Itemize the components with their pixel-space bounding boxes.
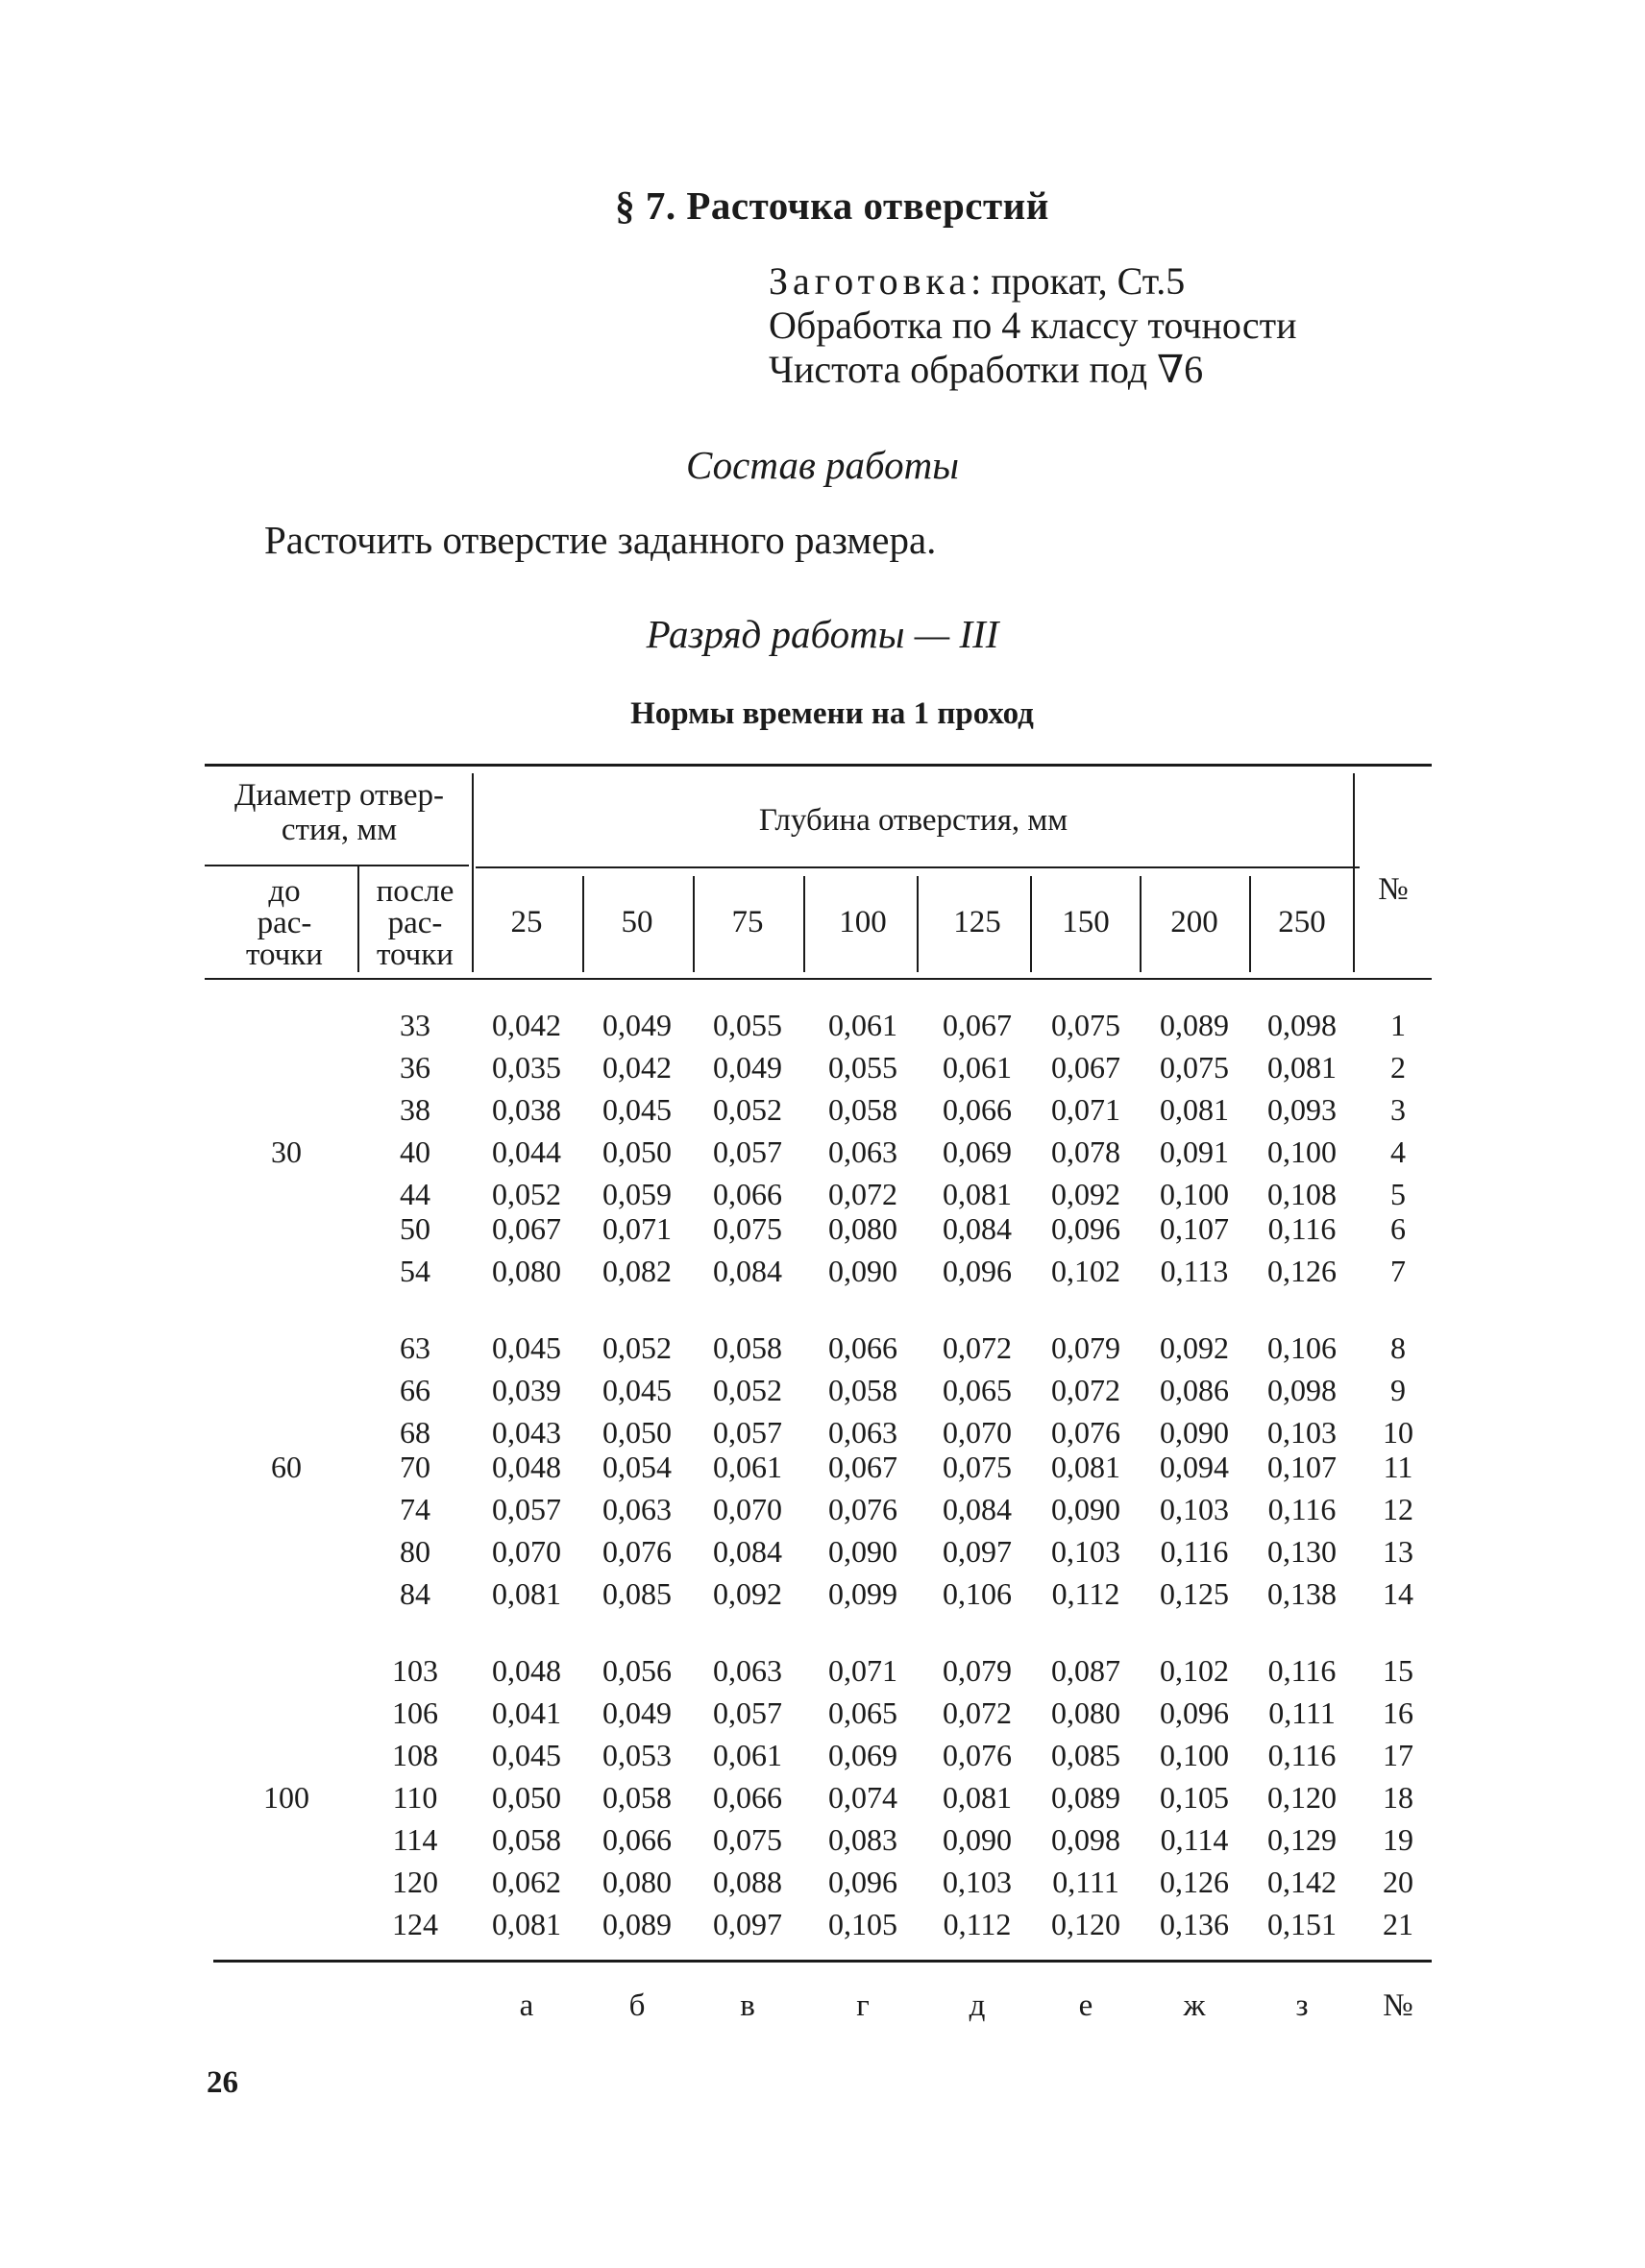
time-norm-cell: 0,076: [602, 1534, 672, 1569]
time-norm-cell: 0,130: [1267, 1534, 1337, 1569]
header-diameter-line1: Диаметр отвер-: [234, 778, 444, 813]
finish-line: Чистота обработки под ∇6: [769, 348, 1204, 391]
time-norm-cell: 0,066: [713, 1780, 782, 1815]
time-norm-cell: 0,113: [1160, 1254, 1229, 1288]
depth-number-divider: [1353, 773, 1355, 972]
time-norm-cell: 0,096: [943, 1254, 1012, 1288]
work-composition-title: Состав работы: [686, 443, 959, 487]
depth-column-divider: [1030, 876, 1032, 972]
after-diameter-cell: 124: [392, 1907, 438, 1941]
before-diameter-cell: 30: [271, 1134, 302, 1169]
depth-subrule: [476, 866, 1360, 868]
time-norm-cell: 0,081: [1160, 1092, 1229, 1127]
time-norm-cell: 0,075: [713, 1211, 782, 1246]
time-norm-cell: 0,069: [943, 1134, 1012, 1169]
row-number-cell: 19: [1383, 1822, 1413, 1857]
blank-line: [769, 259, 1297, 304]
after-diameter-cell: 68: [400, 1415, 430, 1450]
time-norm-cell: 0,125: [1160, 1576, 1229, 1611]
time-norm-cell: 0,049: [602, 1008, 672, 1042]
row-number-cell: 9: [1390, 1373, 1406, 1407]
time-norm-cell: 0,065: [943, 1373, 1012, 1407]
time-norm-cell: 0,062: [492, 1865, 561, 1899]
after-diameter-cell: 38: [400, 1092, 430, 1127]
time-norm-cell: 0,099: [828, 1576, 897, 1611]
time-norm-cell: 0,090: [1051, 1492, 1120, 1526]
time-norm-cell: 0,100: [1160, 1177, 1229, 1211]
time-norm-cell: 0,057: [713, 1695, 782, 1730]
page-number: 26: [207, 2065, 238, 2100]
time-norm-cell: 0,106: [943, 1576, 1012, 1611]
after-diameter-cell: 63: [400, 1330, 430, 1365]
time-norm-cell: 0,142: [1267, 1865, 1337, 1899]
time-norm-cell: 0,116: [1160, 1534, 1229, 1569]
time-norm-cell: 0,105: [1160, 1780, 1229, 1815]
time-norm-cell: 0,111: [1268, 1695, 1336, 1730]
time-norm-cell: 0,080: [1051, 1695, 1120, 1730]
time-norm-cell: 0,085: [602, 1576, 672, 1611]
time-norm-cell: 0,080: [828, 1211, 897, 1246]
time-norm-cell: 0,063: [828, 1134, 897, 1169]
time-norm-cell: 0,084: [943, 1492, 1012, 1526]
depth-header-cell: 75: [731, 905, 764, 939]
after-diameter-cell: 70: [400, 1450, 430, 1484]
time-norm-cell: 0,058: [713, 1330, 782, 1365]
time-norm-cell: 0,106: [1267, 1330, 1337, 1365]
time-norm-cell: 0,075: [1051, 1008, 1120, 1042]
time-norm-cell: 0,072: [943, 1330, 1012, 1365]
time-norm-cell: 0,090: [943, 1822, 1012, 1857]
time-norm-cell: 0,136: [1160, 1907, 1229, 1941]
time-norm-cell: 0,080: [492, 1254, 561, 1288]
row-number-cell: 1: [1390, 1008, 1406, 1042]
time-norm-cell: 0,082: [602, 1254, 672, 1288]
time-norm-cell: 0,081: [1267, 1050, 1337, 1085]
time-norm-cell: 0,057: [713, 1134, 782, 1169]
time-norm-cell: 0,056: [602, 1653, 672, 1688]
time-norm-cell: 0,116: [1267, 1653, 1337, 1688]
time-norm-cell: 0,076: [828, 1492, 897, 1526]
time-norm-cell: 0,092: [713, 1576, 782, 1611]
time-norm-cell: 0,076: [1051, 1415, 1120, 1450]
time-norm-cell: 0,072: [1051, 1373, 1120, 1407]
time-norm-cell: 0,086: [1160, 1373, 1229, 1407]
header-before-line1: до: [268, 874, 301, 909]
time-norm-cell: 0,151: [1267, 1907, 1337, 1941]
time-norm-cell: 0,035: [492, 1050, 561, 1085]
time-norm-cell: 0,070: [713, 1492, 782, 1526]
time-norm-cell: 0,059: [602, 1177, 672, 1211]
time-norm-cell: 0,089: [1051, 1780, 1120, 1815]
time-norm-cell: 0,050: [492, 1780, 561, 1815]
time-norm-cell: 0,058: [492, 1822, 561, 1857]
header-after-line1: после: [376, 874, 454, 909]
after-diameter-cell: 120: [392, 1865, 438, 1899]
column-letter: в: [740, 1988, 755, 2023]
time-norm-cell: 0,078: [1051, 1134, 1120, 1169]
time-norm-cell: 0,112: [1051, 1576, 1120, 1611]
time-norm-cell: 0,080: [602, 1865, 672, 1899]
time-norm-cell: 0,067: [828, 1450, 897, 1484]
time-norm-cell: 0,126: [1160, 1865, 1229, 1899]
time-norm-cell: 0,138: [1267, 1576, 1337, 1611]
column-letter: а: [519, 1988, 534, 2023]
header-diameter-line2: стия, мм: [281, 813, 398, 847]
time-norm-cell: 0,050: [602, 1415, 672, 1450]
table-top-rule: [205, 764, 1432, 767]
time-norm-cell: 0,096: [828, 1865, 897, 1899]
after-diameter-cell: 40: [400, 1134, 430, 1169]
header-depth: Глубина отверстия, мм: [758, 803, 1068, 838]
time-norm-cell: 0,057: [713, 1415, 782, 1450]
depth-header-cell: 150: [1062, 905, 1110, 939]
workpiece-spec: [769, 259, 1297, 392]
row-number-cell: 17: [1383, 1738, 1413, 1772]
row-number-cell: 12: [1383, 1492, 1413, 1526]
time-norm-cell: 0,112: [943, 1907, 1012, 1941]
time-norm-cell: 0,053: [602, 1738, 672, 1772]
time-norm-cell: 0,052: [713, 1373, 782, 1407]
time-norm-cell: 0,071: [828, 1653, 897, 1688]
depth-column-divider: [582, 876, 584, 972]
after-diameter-cell: 106: [392, 1695, 438, 1730]
time-norm-cell: 0,092: [1051, 1177, 1120, 1211]
row-number-cell: 18: [1383, 1780, 1413, 1815]
time-norm-cell: 0,090: [1160, 1415, 1229, 1450]
row-number-cell: 14: [1383, 1576, 1413, 1611]
time-norm-cell: 0,052: [602, 1330, 672, 1365]
time-norm-cell: 0,098: [1267, 1008, 1337, 1042]
time-norm-cell: 0,102: [1160, 1653, 1229, 1688]
before-diameter-cell: 100: [263, 1780, 309, 1815]
time-norm-cell: 0,045: [602, 1092, 672, 1127]
time-norm-cell: 0,066: [602, 1822, 672, 1857]
time-norm-cell: 0,108: [1267, 1177, 1337, 1211]
time-norm-cell: 0,052: [492, 1177, 561, 1211]
time-norm-cell: 0,103: [943, 1865, 1012, 1899]
time-norm-cell: 0,081: [943, 1177, 1012, 1211]
letters-number-label: №: [1383, 1988, 1413, 2023]
time-norm-cell: 0,070: [943, 1415, 1012, 1450]
before-diameter-cell: 60: [271, 1450, 302, 1484]
row-number-cell: 20: [1383, 1865, 1413, 1899]
time-norm-cell: 0,041: [492, 1695, 561, 1730]
time-norm-cell: 0,045: [492, 1738, 561, 1772]
time-norm-cell: 0,044: [492, 1134, 561, 1169]
time-norm-cell: 0,072: [943, 1695, 1012, 1730]
time-norm-cell: 0,071: [1051, 1092, 1120, 1127]
time-norm-cell: 0,088: [713, 1865, 782, 1899]
depth-column-divider: [1140, 876, 1142, 972]
time-norm-cell: 0,071: [602, 1211, 672, 1246]
time-norm-cell: 0,061: [713, 1738, 782, 1772]
time-norm-cell: 0,100: [1160, 1738, 1229, 1772]
time-norm-cell: 0,063: [602, 1492, 672, 1526]
depth-column-divider: [693, 876, 695, 972]
time-norm-cell: 0,075: [1160, 1050, 1229, 1085]
time-norm-cell: 0,050: [602, 1134, 672, 1169]
time-norm-cell: 0,097: [713, 1907, 782, 1941]
time-norm-cell: 0,054: [602, 1450, 672, 1484]
time-norm-cell: 0,075: [943, 1450, 1012, 1484]
after-diameter-cell: 103: [392, 1653, 438, 1688]
time-norm-cell: 0,116: [1267, 1492, 1337, 1526]
time-norm-cell: 0,038: [492, 1092, 561, 1127]
time-norm-cell: 0,061: [828, 1008, 897, 1042]
row-number-cell: 2: [1390, 1050, 1406, 1085]
depth-column-divider: [917, 876, 919, 972]
time-norm-cell: 0,120: [1267, 1780, 1337, 1815]
column-letter: б: [628, 1988, 646, 2023]
time-norm-cell: 0,079: [1051, 1330, 1120, 1365]
time-norm-cell: 0,090: [828, 1534, 897, 1569]
time-norm-cell: 0,096: [1051, 1211, 1120, 1246]
time-norm-cell: 0,061: [713, 1450, 782, 1484]
time-norm-cell: 0,070: [492, 1534, 561, 1569]
time-norm-cell: 0,116: [1267, 1211, 1337, 1246]
time-norm-cell: 0,100: [1267, 1134, 1337, 1169]
column-letter: з: [1295, 1988, 1309, 2023]
time-norm-cell: 0,107: [1160, 1211, 1229, 1246]
blank-label: Заготовка: [769, 259, 971, 303]
row-number-cell: 10: [1383, 1415, 1413, 1450]
work-composition-text: Расточить отверстие заданного размера.: [264, 518, 937, 562]
time-norm-cell: 0,103: [1051, 1534, 1120, 1569]
work-grade: Разряд работы — III: [646, 612, 999, 656]
time-norm-cell: 0,066: [713, 1177, 782, 1211]
row-number-cell: 16: [1383, 1695, 1413, 1730]
row-number-cell: 8: [1390, 1330, 1406, 1365]
time-norm-cell: 0,069: [828, 1738, 897, 1772]
time-norm-cell: 0,058: [828, 1373, 897, 1407]
after-diameter-cell: 74: [400, 1492, 430, 1526]
time-norm-cell: 0,052: [713, 1092, 782, 1127]
depth-column-divider: [1249, 876, 1251, 972]
time-norm-cell: 0,096: [1160, 1695, 1229, 1730]
time-norm-cell: 0,079: [943, 1653, 1012, 1688]
time-norm-cell: 0,098: [1051, 1822, 1120, 1857]
time-norm-cell: 0,084: [713, 1534, 782, 1569]
after-diameter-cell: 110: [392, 1780, 438, 1815]
time-norm-cell: 0,066: [828, 1330, 897, 1365]
table-title: Нормы времени на 1 проход: [630, 696, 1034, 731]
header-before-line2: рас-: [257, 906, 312, 940]
time-norm-cell: 0,043: [492, 1415, 561, 1450]
row-number-cell: 7: [1390, 1254, 1406, 1288]
time-norm-cell: 0,055: [828, 1050, 897, 1085]
blank-value: : прокат, Ст.5: [970, 259, 1186, 303]
time-norm-cell: 0,067: [492, 1211, 561, 1246]
table-bottom-rule: [213, 1960, 1432, 1963]
header-after-line3: точки: [377, 938, 454, 972]
row-number-cell: 21: [1383, 1907, 1413, 1941]
header-bottom-rule: [205, 978, 1432, 980]
time-norm-cell: 0,072: [828, 1177, 897, 1211]
time-norm-cell: 0,049: [602, 1695, 672, 1730]
depth-header-cell: 100: [839, 905, 887, 939]
row-number-cell: 11: [1383, 1450, 1413, 1484]
row-number-cell: 15: [1383, 1653, 1413, 1688]
time-norm-cell: 0,058: [602, 1780, 672, 1815]
after-diameter-cell: 84: [400, 1576, 430, 1611]
time-norm-cell: 0,085: [1051, 1738, 1120, 1772]
time-norm-cell: 0,084: [943, 1211, 1012, 1246]
time-norm-cell: 0,042: [492, 1008, 561, 1042]
row-number-cell: 6: [1390, 1211, 1406, 1246]
depth-column-divider: [803, 876, 805, 972]
time-norm-cell: 0,111: [1052, 1865, 1119, 1899]
time-norm-cell: 0,126: [1267, 1254, 1337, 1288]
time-norm-cell: 0,063: [713, 1653, 782, 1688]
time-norm-cell: 0,107: [1267, 1450, 1337, 1484]
time-norm-cell: 0,089: [602, 1907, 672, 1941]
time-norm-cell: 0,049: [713, 1050, 782, 1085]
depth-header-cell: 250: [1278, 905, 1326, 939]
time-norm-cell: 0,045: [602, 1373, 672, 1407]
time-norm-cell: 0,090: [828, 1254, 897, 1288]
time-norm-cell: 0,083: [828, 1822, 897, 1857]
depth-header-cell: 50: [621, 905, 653, 939]
time-norm-cell: 0,067: [943, 1008, 1012, 1042]
time-norm-cell: 0,097: [943, 1534, 1012, 1569]
time-norm-cell: 0,048: [492, 1450, 561, 1484]
column-letter: е: [1078, 1988, 1093, 2023]
after-diameter-cell: 36: [400, 1050, 430, 1085]
time-norm-cell: 0,120: [1051, 1907, 1120, 1941]
depth-header-cell: 25: [510, 905, 543, 939]
time-norm-cell: 0,116: [1267, 1738, 1337, 1772]
after-diameter-cell: 80: [400, 1534, 430, 1569]
row-number-cell: 4: [1390, 1134, 1406, 1169]
time-norm-cell: 0,093: [1267, 1092, 1337, 1127]
header-before-line3: точки: [246, 938, 323, 972]
section-heading: § 7. Расточка отверстий: [615, 183, 1049, 228]
after-diameter-cell: 114: [392, 1822, 438, 1857]
time-norm-cell: 0,102: [1051, 1254, 1120, 1288]
diameter-subrule: [205, 865, 469, 866]
time-norm-cell: 0,081: [492, 1576, 561, 1611]
row-number-cell: 3: [1390, 1092, 1406, 1127]
column-letter: ж: [1183, 1988, 1206, 2023]
header-number: №: [1378, 872, 1409, 907]
time-norm-cell: 0,114: [1160, 1822, 1229, 1857]
time-norm-cell: 0,103: [1267, 1415, 1337, 1450]
time-norm-cell: 0,076: [943, 1738, 1012, 1772]
time-norm-cell: 0,045: [492, 1330, 561, 1365]
time-norm-cell: 0,091: [1160, 1134, 1229, 1169]
time-norm-cell: 0,067: [1051, 1050, 1120, 1085]
time-norm-cell: 0,039: [492, 1373, 561, 1407]
time-norm-cell: 0,048: [492, 1653, 561, 1688]
time-norm-cell: 0,061: [943, 1050, 1012, 1085]
row-number-cell: 5: [1390, 1177, 1406, 1211]
depth-header-cell: 200: [1170, 905, 1218, 939]
time-norm-cell: 0,129: [1267, 1822, 1337, 1857]
time-norm-cell: 0,084: [713, 1254, 782, 1288]
after-diameter-cell: 33: [400, 1008, 430, 1042]
time-norm-cell: 0,057: [492, 1492, 561, 1526]
time-norm-cell: 0,042: [602, 1050, 672, 1085]
after-diameter-cell: 44: [400, 1177, 430, 1211]
processing-line: Обработка по 4 классу точности: [769, 304, 1297, 347]
time-norm-cell: 0,058: [828, 1092, 897, 1127]
time-norm-cell: 0,094: [1160, 1450, 1229, 1484]
time-norm-cell: 0,081: [1051, 1450, 1120, 1484]
time-norm-cell: 0,081: [492, 1907, 561, 1941]
time-norm-cell: 0,081: [943, 1780, 1012, 1815]
after-diameter-cell: 66: [400, 1373, 430, 1407]
time-norm-cell: 0,092: [1160, 1330, 1229, 1365]
time-norm-cell: 0,087: [1051, 1653, 1120, 1688]
row-number-cell: 13: [1383, 1534, 1413, 1569]
depth-header-cell: 125: [953, 905, 1001, 939]
column-letter: г: [856, 1988, 870, 2023]
time-norm-cell: 0,065: [828, 1695, 897, 1730]
header-after-line2: рас-: [387, 906, 443, 940]
after-diameter-cell: 108: [392, 1738, 438, 1772]
time-norm-cell: 0,063: [828, 1415, 897, 1450]
time-norm-cell: 0,075: [713, 1822, 782, 1857]
time-norm-cell: 0,074: [828, 1780, 897, 1815]
time-norm-cell: 0,098: [1267, 1373, 1337, 1407]
column-letter: д: [969, 1988, 986, 2023]
after-diameter-cell: 54: [400, 1254, 430, 1288]
time-norm-cell: 0,055: [713, 1008, 782, 1042]
after-diameter-cell: 50: [400, 1211, 430, 1246]
time-norm-cell: 0,103: [1160, 1492, 1229, 1526]
time-norm-cell: 0,066: [943, 1092, 1012, 1127]
time-norm-cell: 0,089: [1160, 1008, 1229, 1042]
time-norm-cell: 0,105: [828, 1907, 897, 1941]
